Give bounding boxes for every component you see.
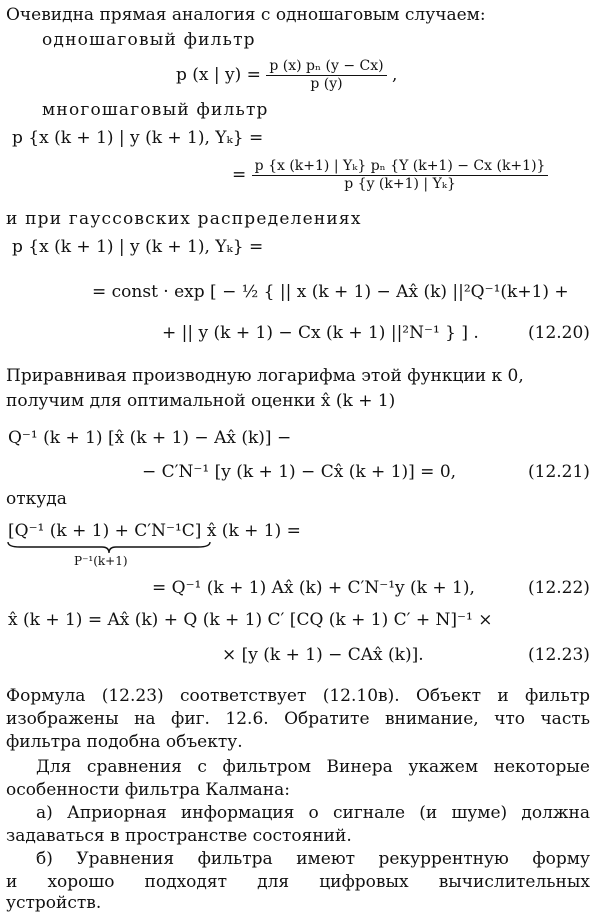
eq-denominator: p {y (k+1) | Yₖ}	[344, 176, 456, 192]
text-line: откуда	[6, 489, 67, 509]
equation-number: (12.22)	[528, 578, 590, 598]
equation-multi-step-rhs	[232, 158, 548, 193]
eq-numerator: p {x (k+1) | Yₖ} pₙ {Y (k+1) − Cx (k+1)}	[252, 158, 549, 176]
equation-number: (12.21)	[528, 462, 590, 482]
text-line: получим для оптимальной оценки x̂ (k + 1)	[6, 391, 396, 411]
text-line: и хорошо подходят для цифровых вычислительных	[6, 872, 590, 892]
text-line: устройств.	[6, 893, 102, 913]
list-item-b: б) Уравнения фильтра имеют рекуррентную форму	[36, 849, 590, 869]
eq-fraction	[252, 158, 549, 193]
equation-single-step	[176, 58, 397, 93]
underbrace	[6, 541, 212, 555]
eq-numerator: p (x) pₙ (y − Cx)	[266, 58, 386, 76]
eq-tail: ,	[391, 65, 398, 85]
equation-kalman-line1: x̂ (k + 1) = Ax̂ (k) + Q (k + 1) C′ [CQ (k + 1) C′ + N]⁻¹ ×	[8, 610, 493, 630]
text-line: Для сравнения с фильтром Винера укажем некоторые	[36, 757, 590, 777]
text-line: особенности фильтра Калмана:	[6, 780, 291, 800]
text-line-single-step-filter: одношаговый фильтр	[42, 30, 256, 50]
text-line: Приравнивая производную логарифма этой функции к 0,	[6, 366, 524, 386]
equation-kalman-line2: × [y (k + 1) − CAx̂ (k)].	[222, 645, 424, 665]
equation-gaussian-line2: + || y (k + 1) − Cx (k + 1) ||²N⁻¹ } ] .	[162, 323, 479, 343]
equation-whence-line2: = Q⁻¹ (k + 1) Ax̂ (k) + C′N⁻¹y (k + 1),	[152, 578, 475, 598]
equation-number: (12.20)	[528, 323, 590, 343]
eq-lhs: p (x | y) =	[176, 65, 261, 85]
equation-number: (12.23)	[528, 645, 590, 665]
text-line: Очевидна прямая аналогия с одношаговым случаем:	[6, 5, 486, 25]
equation-derivative-line2: − C′N⁻¹ [y (k + 1) − Cx̂ (k + 1)] = 0,	[142, 462, 457, 482]
equation-whence-line1: [Q⁻¹ (k + 1) + C′N⁻¹C] x̂ (k + 1) =	[8, 521, 301, 541]
equation-derivative-line1: Q⁻¹ (k + 1) [x̂ (k + 1) − Ax̂ (k)] −	[8, 428, 292, 448]
list-item-a: а) Априорная информация о сигнале (и шуме) должна	[36, 803, 590, 823]
equation-gaussian-line1: = const · exp [ − ½ { || x (k + 1) − Ax̂ (k) ||²Q⁻¹(k+1) +	[92, 282, 569, 302]
text-line: фильтра подобна объекту.	[6, 732, 243, 752]
eq-lhs: =	[232, 165, 247, 185]
eq-fraction	[266, 58, 386, 93]
text-line-gaussian: и при гауссовских распределениях	[6, 209, 362, 229]
underbrace-label: P⁻¹(k+1)	[74, 554, 128, 568]
equation-gaussian-lhs: p {x (k + 1) | y (k + 1), Yₖ} =	[12, 237, 264, 257]
text-line: Формула (12.23) соответствует (12.10в). Объект и фильтр	[6, 686, 590, 706]
text-line-multi-step-filter: многошаговый фильтр	[42, 100, 269, 120]
text-line: задаваться в пространстве состояний.	[6, 826, 352, 846]
equation-multi-step-lhs: p {x (k + 1) | y (k + 1), Yₖ} =	[12, 128, 264, 148]
text-line: изображены на фиг. 12.6. Обратите внимание, что часть	[6, 709, 590, 729]
eq-denominator: p (y)	[310, 76, 343, 92]
